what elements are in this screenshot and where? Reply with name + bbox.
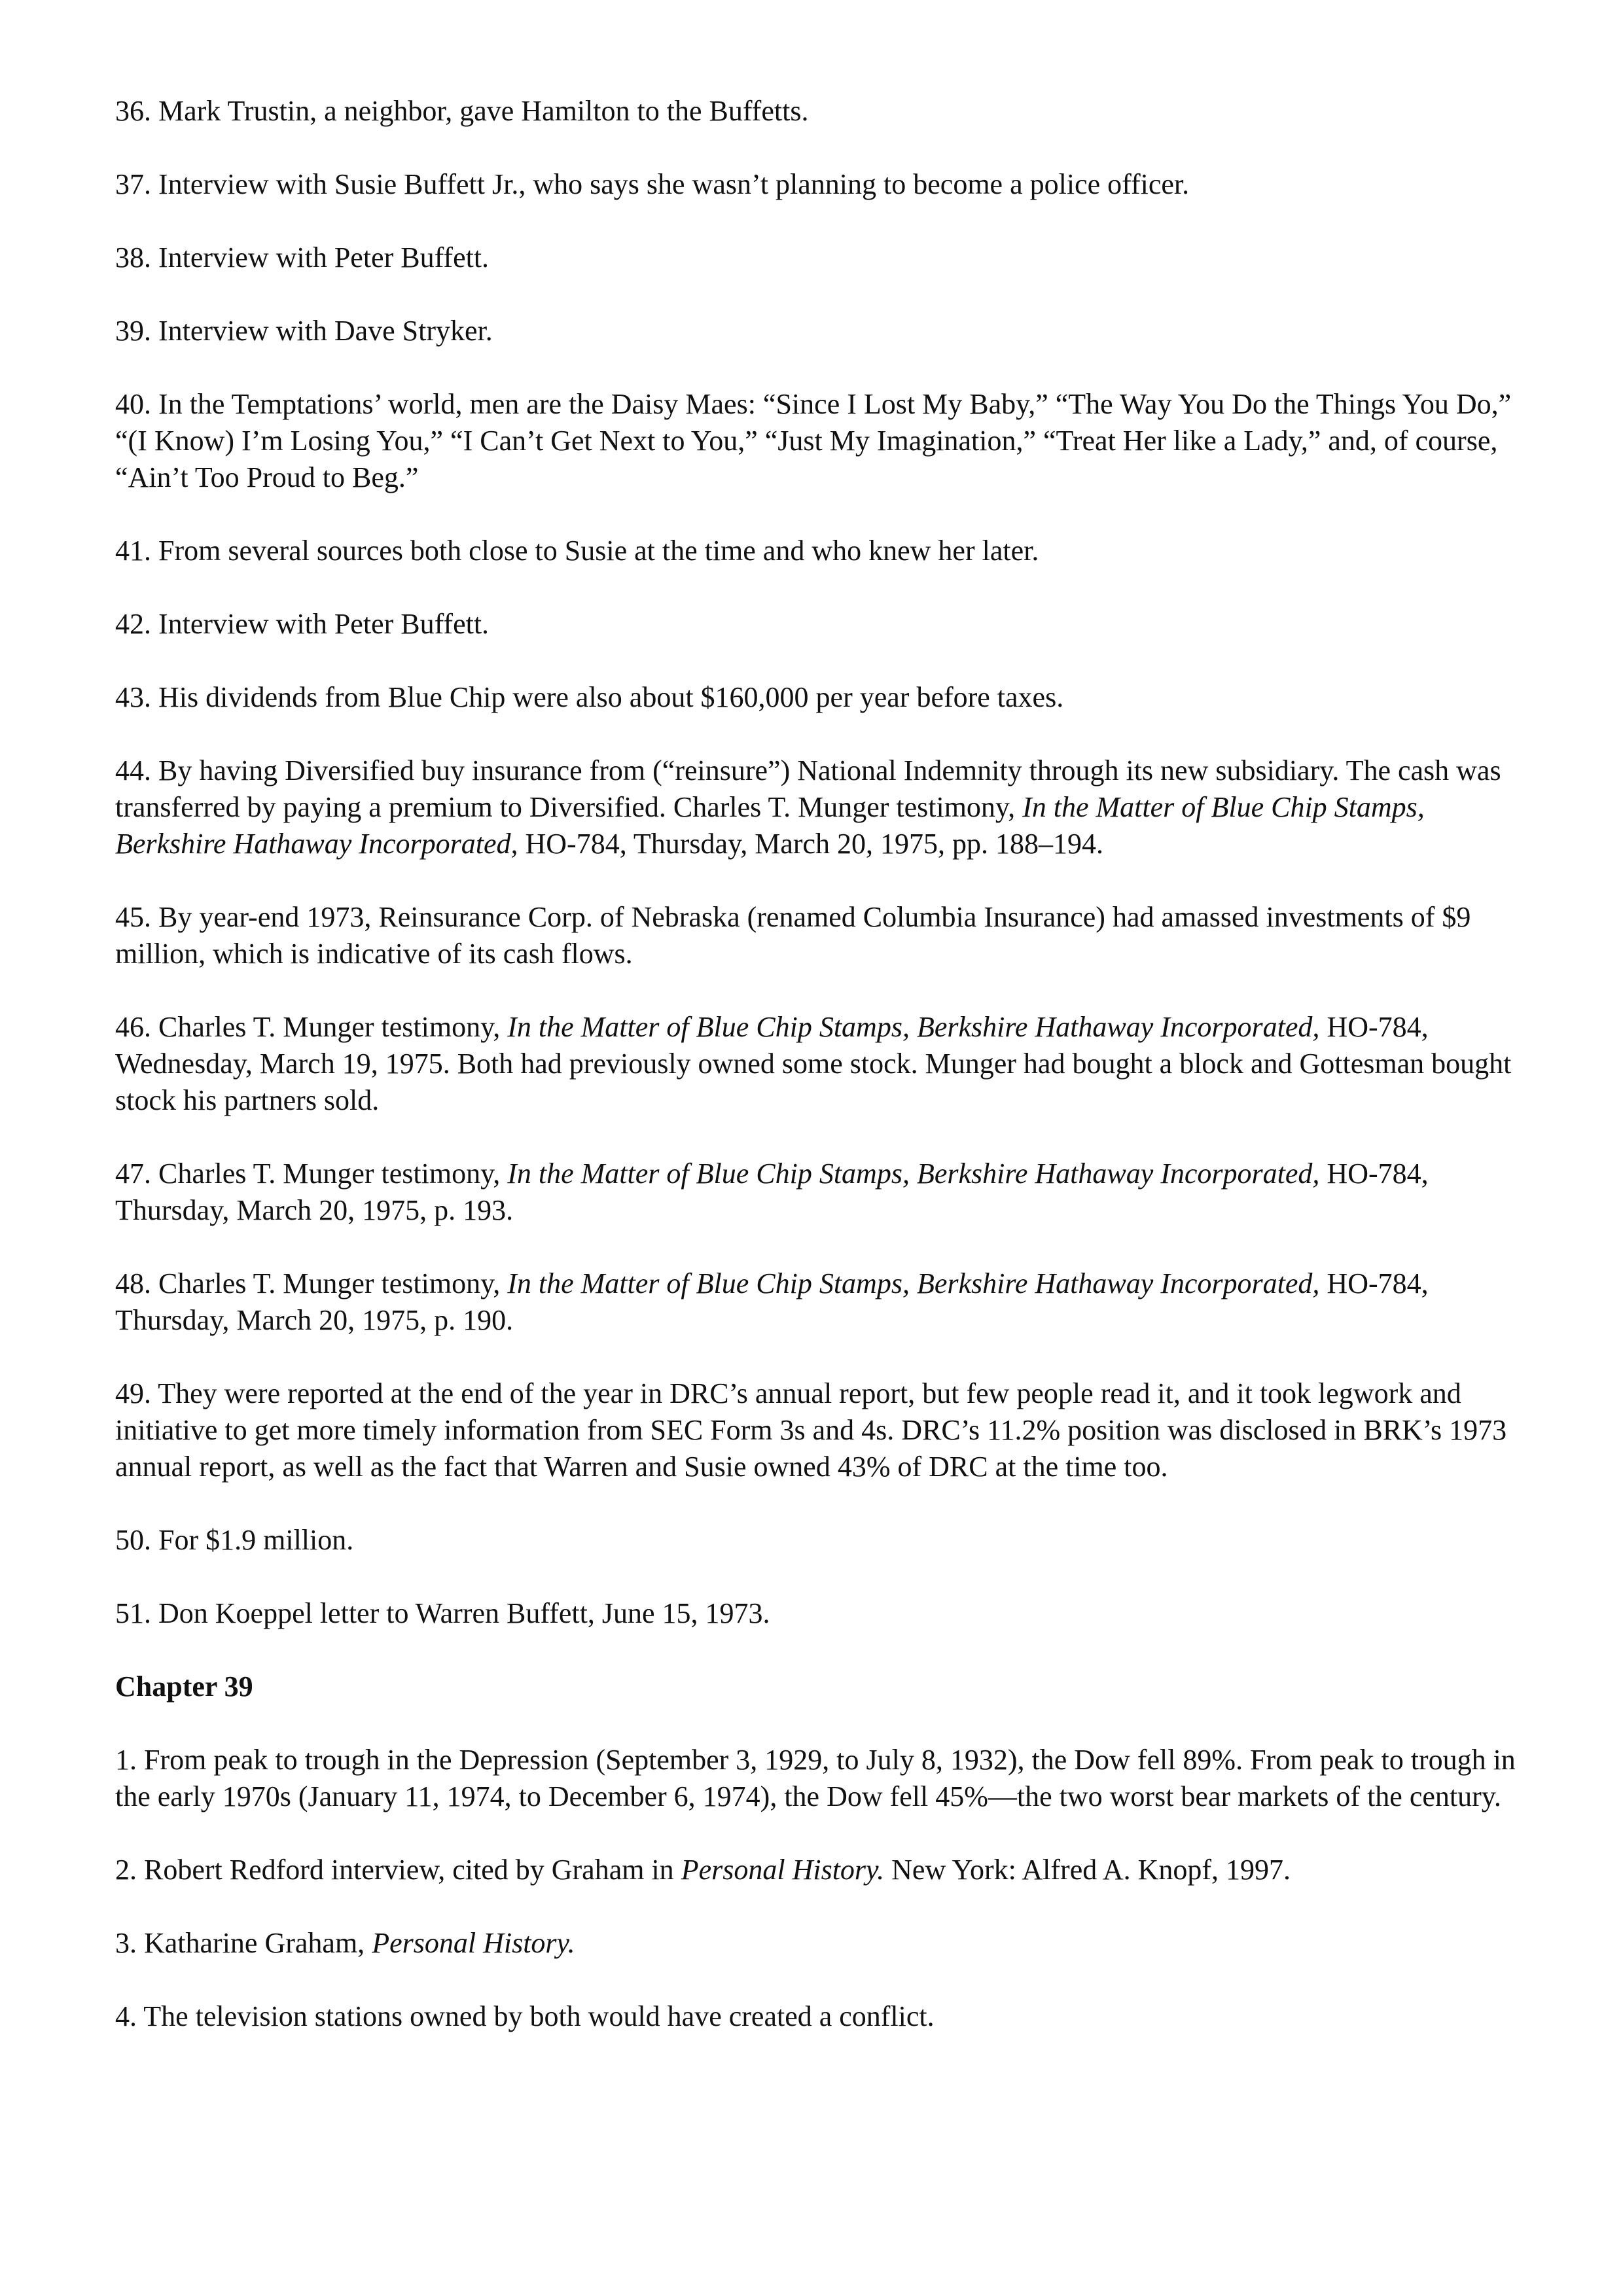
endnote-text: 2. Robert Redford interview, cited by Graham in xyxy=(115,1854,681,1886)
endnote-text: 37. Interview with Susie Buffett Jr., who says she wasn’t planning to become a police officer. xyxy=(115,168,1190,200)
endnote xyxy=(115,752,1516,862)
endnote-text: 47. Charles T. Munger testimony, xyxy=(115,1157,508,1190)
endnote-text: 45. By year-end 1973, Reinsurance Corp. of Nebraska (renamed Columbia Insurance) had amassed investments of $9 million, which is indicative of its cash flows. xyxy=(115,901,1471,970)
endnote-text: 36. Mark Trustin, a neighbor, gave Hamilton to the Buffetts. xyxy=(115,95,809,127)
endnote-title-italic: In the Matter of Blue Chip Stamps, Berkshire Hathaway Incorporated, xyxy=(507,1011,1320,1043)
endnote xyxy=(115,1156,1516,1229)
notes-list xyxy=(115,1742,1516,2035)
endnote-text: 43. His dividends from Blue Chip were also about $160,000 per year before taxes. xyxy=(115,681,1064,713)
endnote xyxy=(115,679,1516,716)
endnote-title-italic: Personal History. xyxy=(681,1854,885,1886)
endnote-text: 42. Interview with Peter Buffett. xyxy=(115,608,490,640)
endnote xyxy=(115,313,1516,349)
chapter-heading: Chapter 39 xyxy=(115,1670,253,1703)
endnote xyxy=(115,1998,1516,2035)
endnote-text: 1. From peak to trough in the Depression (September 3, 1929, to July 8, 1932), the Dow fell 89%. From peak to trough in the early 1970s (January 11, 1974, to December 6, 1974), the Dow fell 45%—the two worst bear markets of the century. xyxy=(115,1744,1516,1812)
endnote xyxy=(115,533,1516,569)
endnote-text: 50. For $1.9 million. xyxy=(115,1524,354,1556)
endnote xyxy=(115,1265,1516,1339)
endnote-text: HO-784, Thursday, March 20, 1975, pp. 188–194. xyxy=(518,828,1104,860)
endnote xyxy=(115,1522,1516,1559)
endnote xyxy=(115,1852,1516,1888)
endnote-text: New York: Alfred A. Knopf, 1997. xyxy=(884,1854,1291,1886)
endnote xyxy=(115,386,1516,496)
endnote xyxy=(115,1009,1516,1119)
endnote-text: 40. In the Temptations’ world, men are the Daisy Maes: “Since I Lost My Baby,” “The Way You Do the Things You Do,” “(I Know) I’m Losing You,” “I Can’t Get Next to You,” “Just My Imagination,” “Treat Her like a Lady,” and, of course, “Ain’t Too Proud to Beg.” xyxy=(115,388,1512,493)
notes-list xyxy=(115,93,1516,1632)
page xyxy=(115,93,1516,2072)
endnote-text: 38. Interview with Peter Buffett. xyxy=(115,241,490,274)
endnote-text: HO-784, Thursday, March 20, 1975, p. 190. xyxy=(115,1267,1429,1336)
endnote xyxy=(115,1375,1516,1485)
endnote-text: HO-784, Thursday, March 20, 1975, p. 193. xyxy=(115,1157,1429,1226)
endnote-text: 44. By having Diversified buy insurance from (“reinsure”) National Indemnity through its new subsidiary. The cash was transferred by paying a premium to Diversified. Charles T. Munger testimony, xyxy=(115,754,1501,823)
endnote-title-italic: Personal History. xyxy=(372,1927,575,1959)
endnote xyxy=(115,1925,1516,1962)
endnote-text: 49. They were reported at the end of the year in DRC’s annual report, but few people read it, and it took legwork and initiative to get more timely information from SEC Form 3s and 4s. DRC’s 11.2% position was disclosed in BRK’s 1973 annual report, as well as the fact that Warren and Susie owned 43% of DRC at the time too. xyxy=(115,1377,1507,1483)
endnote-title-italic: In the Matter of Blue Chip Stamps, Berkshire Hathaway Incorporated, xyxy=(507,1267,1320,1299)
endnote-title-italic: In the Matter of Blue Chip Stamps, Berkshire Hathaway Incorporated, xyxy=(507,1157,1320,1190)
endnote xyxy=(115,899,1516,972)
endnote-text: 51. Don Koeppel letter to Warren Buffett, June 15, 1973. xyxy=(115,1597,770,1629)
endnote-text: HO-784, Wednesday, March 19, 1975. Both had previously owned some stock. Munger had bought a block and Gottesman bought stock his partners sold. xyxy=(115,1011,1512,1116)
endnote-text: 39. Interview with Dave Stryker. xyxy=(115,315,493,347)
endnote xyxy=(115,239,1516,276)
endnote xyxy=(115,93,1516,130)
endnote xyxy=(115,1595,1516,1632)
endnote xyxy=(115,606,1516,643)
endnote-text: 48. Charles T. Munger testimony, xyxy=(115,1267,508,1299)
endnote-text: 4. The television stations owned by both would have created a conflict. xyxy=(115,2000,935,2032)
endnote-text: 3. Katharine Graham, xyxy=(115,1927,372,1959)
endnote-text: 41. From several sources both close to Susie at the time and who knew her later. xyxy=(115,535,1039,567)
endnote-text: 46. Charles T. Munger testimony, xyxy=(115,1011,508,1043)
endnote xyxy=(115,166,1516,203)
endnote-title-italic: In the Matter of Blue Chip Stamps, Berkshire Hathaway Incorporated, xyxy=(115,791,1425,860)
endnote xyxy=(115,1742,1516,1815)
